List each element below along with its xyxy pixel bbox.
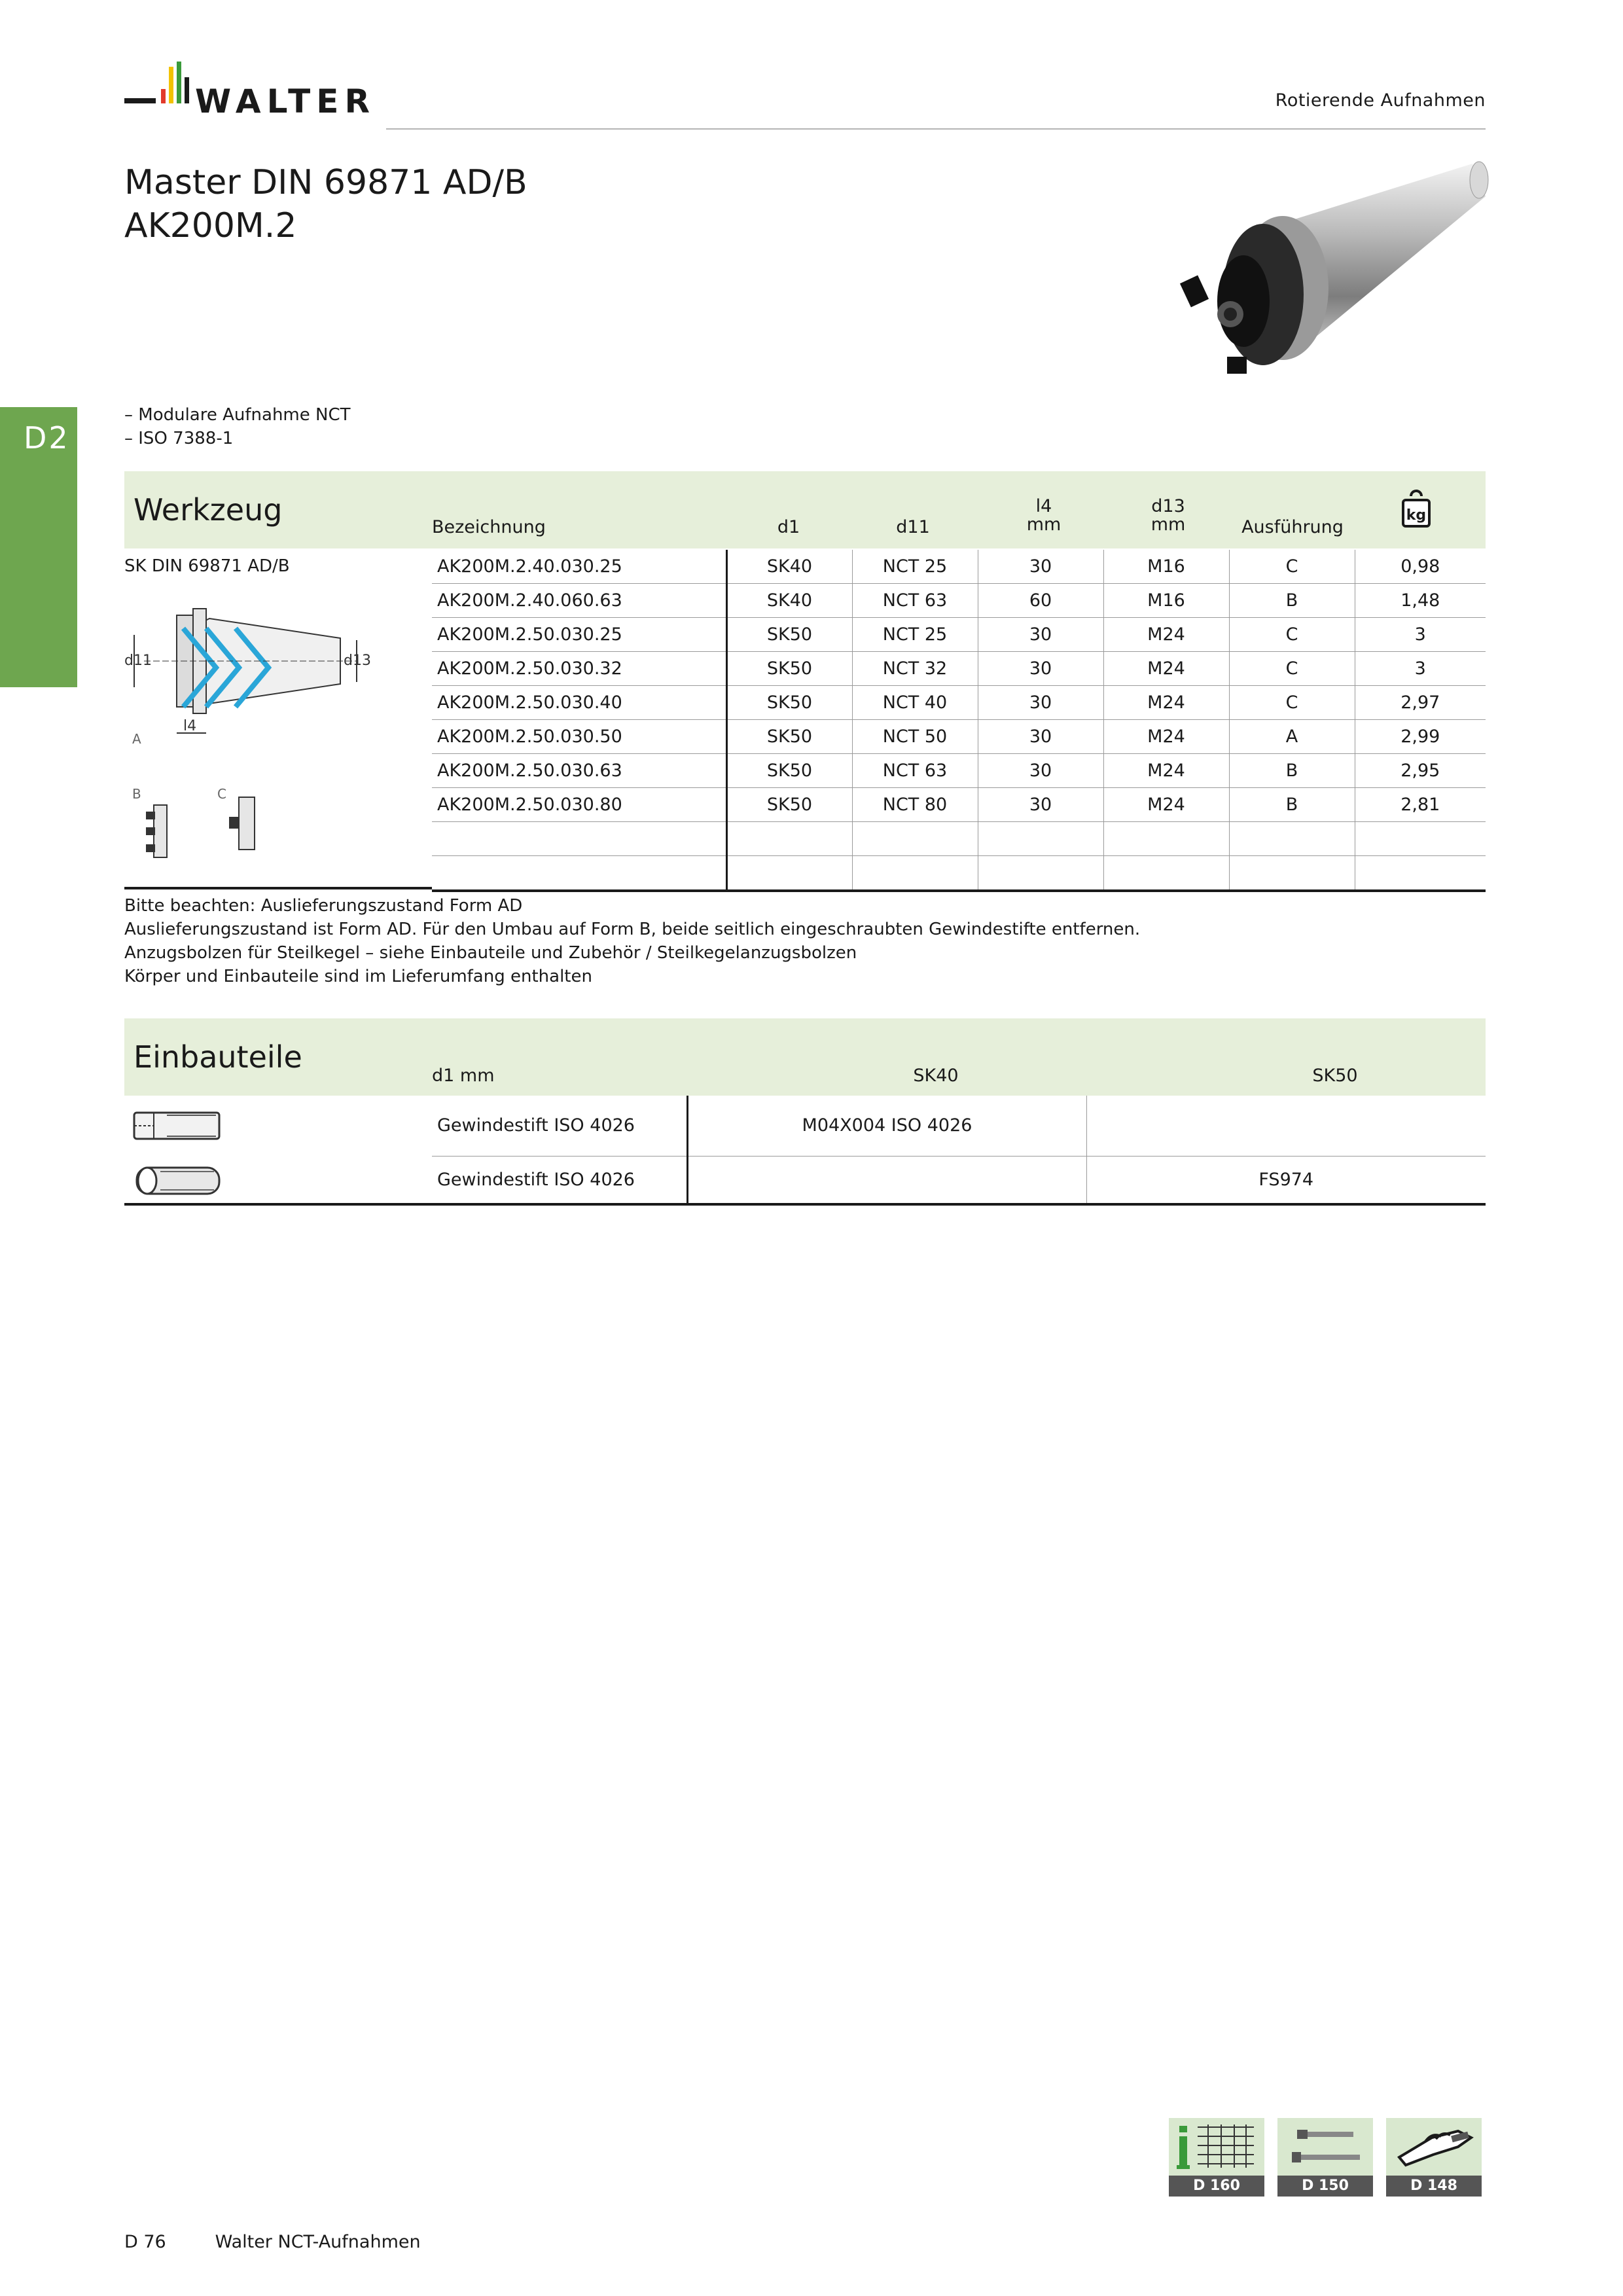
ref-link-wrench[interactable] xyxy=(1386,2118,1482,2197)
weight-icon xyxy=(1398,490,1435,526)
form-c-label: C xyxy=(217,786,226,802)
cell-d11: NCT 32 xyxy=(852,652,978,686)
einbauteile-title: Einbauteile xyxy=(134,1039,302,1075)
cell-ausfuehrung: B xyxy=(1229,788,1355,822)
cell-d13: M24 xyxy=(1103,754,1229,788)
col-d13-label: d13 xyxy=(1151,496,1185,516)
footer xyxy=(124,2232,421,2252)
ref-label: D 160 xyxy=(1169,2176,1264,2197)
info-table-icon xyxy=(1169,2118,1264,2176)
cell-weight xyxy=(1355,822,1486,856)
part-sk50 xyxy=(1086,1096,1486,1156)
d11-dim-label: d11 xyxy=(124,653,152,669)
cell-d1: SK50 xyxy=(726,618,852,652)
form-b-label: B xyxy=(132,786,141,802)
cell-weight xyxy=(1355,856,1486,891)
wrench-hand-icon xyxy=(1386,2118,1482,2176)
cell-d13 xyxy=(1103,822,1229,856)
cell-d11 xyxy=(852,822,978,856)
form-a-label: A xyxy=(132,731,141,747)
ref-link-screw[interactable] xyxy=(1277,2118,1373,2197)
cell-l4: 30 xyxy=(978,618,1103,652)
footer-title: Walter NCT-Aufnahmen xyxy=(215,2232,421,2252)
col-sk50: SK50 xyxy=(1312,1066,1358,1086)
cell-l4: 30 xyxy=(978,720,1103,754)
section-title: Rotierende Aufnahmen xyxy=(1275,90,1486,111)
table-row xyxy=(432,1096,1486,1156)
cell-d11: NCT 63 xyxy=(852,754,978,788)
col-d13 xyxy=(1132,497,1204,534)
table-row xyxy=(432,550,1486,584)
screw-icon xyxy=(1277,2118,1373,2176)
part-sk50: FS974 xyxy=(1086,1156,1486,1204)
table-row xyxy=(432,686,1486,720)
cell-d1: SK50 xyxy=(726,652,852,686)
col-d11-label: d11 xyxy=(896,517,930,537)
col-l4-label: l4 xyxy=(1035,496,1052,516)
cell-weight: 2,97 xyxy=(1355,686,1486,720)
cell-ausfuehrung: C xyxy=(1229,686,1355,720)
technical-drawing xyxy=(124,589,380,864)
ref-label: D 148 xyxy=(1386,2176,1482,2197)
cell-d13: M24 xyxy=(1103,618,1229,652)
logo-mark-icon xyxy=(124,60,196,113)
title-line-1: Master DIN 69871 AD/B xyxy=(124,163,527,202)
cell-d1 xyxy=(726,856,852,891)
col-d1 xyxy=(766,517,812,537)
col-sk40: SK40 xyxy=(913,1066,959,1086)
table-row xyxy=(432,822,1486,856)
cell-d13: M24 xyxy=(1103,720,1229,754)
walter-logo xyxy=(124,60,399,120)
cell-d13: M16 xyxy=(1103,550,1229,584)
note-line: Auslieferungszustand ist Form AD. Für den Umbau auf Form B, beide seitlich eingeschraubten Gewindestifte entfernen. xyxy=(124,920,1141,939)
werkzeug-title: Werkzeug xyxy=(134,492,283,528)
cell-l4: 30 xyxy=(978,652,1103,686)
note-line: Anzugsbolzen für Steilkegel – siehe Einbauteile und Zubehör / Steilkegelanzugsbolzen xyxy=(124,943,857,963)
einbauteile-bottom-rule xyxy=(124,1203,432,1206)
cell-d1: SK50 xyxy=(726,720,852,754)
col-d13-unit: mm xyxy=(1150,514,1186,535)
cell-d1: SK40 xyxy=(726,584,852,618)
product-photo xyxy=(1165,157,1492,406)
threaded-pin-icon xyxy=(128,1161,226,1200)
col-ausfuehrung: Ausführung xyxy=(1241,517,1344,537)
werkzeug-bottom-rule xyxy=(124,887,432,889)
einbauteile-header-band xyxy=(124,1018,1486,1096)
note-line: Bitte beachten: Auslieferungszustand Form AD xyxy=(124,896,523,916)
note-line: Körper und Einbauteile sind im Lieferumfang enthalten xyxy=(124,967,592,986)
tool-type-label: SK DIN 69871 AD/B xyxy=(124,556,290,576)
cell-ausfuehrung xyxy=(1229,822,1355,856)
cell-weight: 3 xyxy=(1355,618,1486,652)
page-title xyxy=(124,161,527,247)
table-row xyxy=(432,720,1486,754)
col-l4-unit: mm xyxy=(1026,514,1061,535)
col-einbau-d1: d1 mm xyxy=(432,1066,495,1086)
cell-ausfuehrung: B xyxy=(1229,584,1355,618)
cell-l4: 30 xyxy=(978,550,1103,584)
col-bezeichnung: Bezeichnung xyxy=(432,517,546,537)
feature-item: – ISO 7388-1 xyxy=(124,429,234,448)
cell-bezeichnung: AK200M.2.50.030.50 xyxy=(432,720,726,754)
svg-text:kg: kg xyxy=(1406,507,1427,524)
cell-bezeichnung: AK200M.2.50.030.63 xyxy=(432,754,726,788)
werkzeug-header-band xyxy=(124,471,1486,548)
cell-d13 xyxy=(1103,856,1229,891)
cell-d1 xyxy=(726,822,852,856)
part-name: Gewindestift ISO 4026 xyxy=(432,1156,687,1204)
cell-ausfuehrung xyxy=(1229,856,1355,891)
ref-link-info[interactable] xyxy=(1169,2118,1264,2197)
cell-d11: NCT 25 xyxy=(852,618,978,652)
cell-d13: M24 xyxy=(1103,788,1229,822)
cell-ausfuehrung: C xyxy=(1229,618,1355,652)
chapter-tab-label: D2 xyxy=(24,420,70,456)
page-number: D 76 xyxy=(124,2232,166,2252)
cell-l4: 30 xyxy=(978,754,1103,788)
cell-ausfuehrung: C xyxy=(1229,550,1355,584)
cell-d11: NCT 40 xyxy=(852,686,978,720)
notes xyxy=(124,894,1140,988)
table-row xyxy=(432,856,1486,891)
cell-weight: 0,98 xyxy=(1355,550,1486,584)
cell-bezeichnung: AK200M.2.50.030.80 xyxy=(432,788,726,822)
table-row xyxy=(432,754,1486,788)
part-name: Gewindestift ISO 4026 xyxy=(432,1096,687,1156)
table-row xyxy=(432,788,1486,822)
cell-weight: 2,95 xyxy=(1355,754,1486,788)
cell-weight: 2,81 xyxy=(1355,788,1486,822)
cell-l4: 30 xyxy=(978,686,1103,720)
cell-bezeichnung: AK200M.2.50.030.32 xyxy=(432,652,726,686)
cell-bezeichnung: AK200M.2.50.030.25 xyxy=(432,618,726,652)
werkzeug-table xyxy=(432,550,1486,892)
cell-l4 xyxy=(978,856,1103,891)
cell-l4: 60 xyxy=(978,584,1103,618)
cell-l4 xyxy=(978,822,1103,856)
cell-d13: M24 xyxy=(1103,652,1229,686)
cell-d1: SK50 xyxy=(726,686,852,720)
cell-bezeichnung xyxy=(432,822,726,856)
cell-d1: SK50 xyxy=(726,754,852,788)
cell-weight: 1,48 xyxy=(1355,584,1486,618)
cell-weight: 3 xyxy=(1355,652,1486,686)
cell-ausfuehrung: A xyxy=(1229,720,1355,754)
cell-d11: NCT 63 xyxy=(852,584,978,618)
part-sk40 xyxy=(687,1156,1086,1204)
cell-d11: NCT 50 xyxy=(852,720,978,754)
l4-dim-label: l4 xyxy=(183,718,197,734)
table-row xyxy=(432,652,1486,686)
feature-item: – Modulare Aufnahme NCT xyxy=(124,405,351,425)
cell-d11 xyxy=(852,856,978,891)
col-l4 xyxy=(1008,497,1080,534)
brand-name: WALTER xyxy=(195,82,376,120)
cell-weight: 2,99 xyxy=(1355,720,1486,754)
cell-d1: SK40 xyxy=(726,550,852,584)
cell-l4: 30 xyxy=(978,788,1103,822)
setscrew-icon xyxy=(128,1106,226,1145)
cell-bezeichnung: AK200M.2.50.030.40 xyxy=(432,686,726,720)
part-sk40: M04X004 ISO 4026 xyxy=(687,1096,1086,1156)
cell-d11: NCT 80 xyxy=(852,788,978,822)
title-line-2: AK200M.2 xyxy=(124,206,297,245)
cell-ausfuehrung: B xyxy=(1229,754,1355,788)
cell-ausfuehrung: C xyxy=(1229,652,1355,686)
cell-d11: NCT 25 xyxy=(852,550,978,584)
einbauteile-table xyxy=(432,1096,1486,1206)
table-row xyxy=(432,618,1486,652)
cell-d13: M16 xyxy=(1103,584,1229,618)
chapter-tab xyxy=(0,407,77,687)
cell-bezeichnung: AK200M.2.40.030.25 xyxy=(432,550,726,584)
table-row xyxy=(432,584,1486,618)
d13-dim-label: d13 xyxy=(344,653,371,669)
header-divider xyxy=(386,128,1486,130)
col-d1-label: d1 xyxy=(777,517,800,537)
cell-d13: M24 xyxy=(1103,686,1229,720)
ref-label: D 150 xyxy=(1277,2176,1373,2197)
feature-list xyxy=(124,403,351,450)
table-row xyxy=(432,1156,1486,1204)
cell-bezeichnung xyxy=(432,856,726,891)
cell-d1: SK50 xyxy=(726,788,852,822)
cell-bezeichnung: AK200M.2.40.060.63 xyxy=(432,584,726,618)
col-d11 xyxy=(877,517,949,537)
